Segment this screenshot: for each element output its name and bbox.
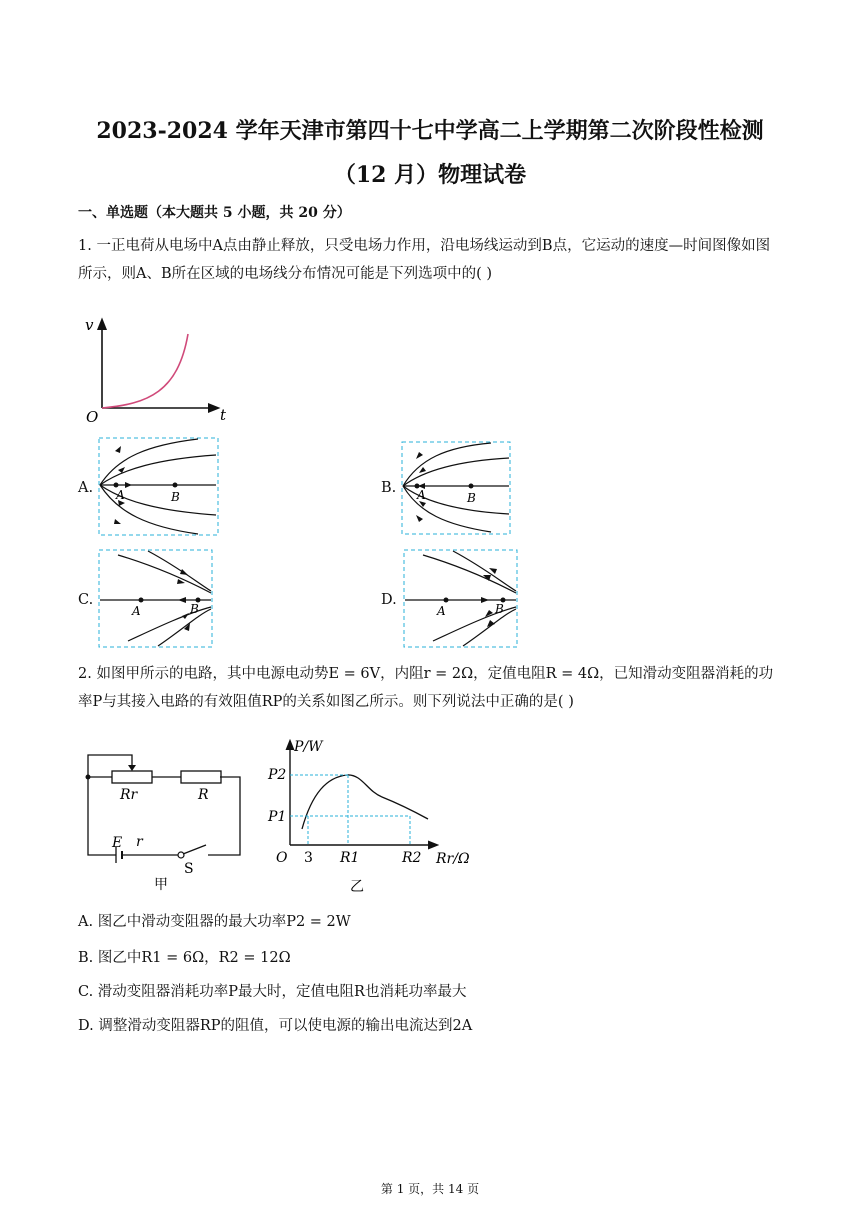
q2-choice-a: A. 图乙中滑动变阻器的最大功率P2 = 2W — [78, 914, 351, 930]
point-b-label: B — [171, 490, 180, 504]
vt-graph — [78, 312, 238, 427]
exam-title-line1: 2023-2024 学年天津市第四十七中学高二上学期第二次阶段性检测 — [96, 118, 764, 144]
option-d-label: D. — [381, 592, 397, 608]
question-1-text: 1. 一正电荷从电场中A点由静止释放，只受电场力作用，沿电场线运动到B点，它运动的速度—时间图像如图所示，则A、B所在区域的电场线分布情况可能是下列选项中的( ) — [78, 238, 771, 282]
page-footer: 第 1 页，共 14 页 — [380, 1182, 480, 1196]
p2-label: P2 — [268, 767, 287, 783]
vt-xlabel: t — [220, 406, 227, 424]
pr-ylabel: P/W — [294, 739, 323, 755]
r-fixed-label: R — [198, 787, 209, 803]
pr-xlabel: Rr/Ω — [436, 851, 470, 867]
field-diagram-c — [98, 549, 214, 649]
point-b-label: B — [467, 491, 476, 505]
rr-label: Rr — [120, 787, 138, 803]
point-a-label: A — [116, 488, 125, 502]
internal-r-label: r — [136, 834, 143, 850]
question-2-text: 2. 如图甲所示的电路，其中电源电动势E = 6V，内阻r = 2Ω，定值电阻R = 4Ω，已知滑动变阻器消耗的功率P与其接入电路的有效阻值RP的关系如图乙所示。则下列说法中正确的是( ) — [78, 666, 774, 710]
point-a-label: A — [132, 604, 141, 618]
circuit-caption: 甲 — [154, 877, 168, 893]
vt-origin: O — [86, 408, 99, 426]
q2-choice-c: C. 滑动变阻器消耗功率P最大时，定值电阻R也消耗功率最大 — [78, 984, 467, 1000]
graph-caption: 乙 — [350, 879, 364, 895]
switch-label: S — [184, 861, 194, 877]
option-a-label: A. — [78, 480, 94, 496]
field-diagram-d — [403, 549, 519, 649]
point-a-label: A — [417, 488, 426, 502]
emf-label: E — [112, 835, 123, 851]
r2-label: R2 — [402, 850, 422, 866]
field-diagram-a — [98, 437, 220, 537]
point-b-label: B — [495, 602, 504, 616]
pr-origin: O — [276, 850, 288, 866]
option-c-label: C. — [78, 592, 94, 608]
vt-ylabel: v — [85, 316, 94, 334]
option-b-label: B. — [381, 480, 397, 496]
circuit-diagram — [80, 745, 250, 895]
section-heading: 一、单选题（本大题共 5 小题，共 20 分） — [78, 205, 351, 221]
power-resistance-graph — [262, 733, 487, 898]
x3-label: 3 — [304, 850, 313, 866]
p1-label: P1 — [268, 809, 287, 825]
q2-choice-d: D. 调整滑动变阻器RP的阻值，可以使电源的输出电流达到2A — [78, 1018, 473, 1034]
point-a-label: A — [437, 604, 446, 618]
q2-choice-b: B. 图乙中R1 = 6Ω，R2 = 12Ω — [78, 950, 291, 966]
r1-label: R1 — [340, 850, 360, 866]
exam-title-line2: （12 月）物理试卷 — [333, 162, 527, 188]
field-diagram-b — [401, 441, 513, 537]
point-b-label: B — [190, 602, 199, 616]
